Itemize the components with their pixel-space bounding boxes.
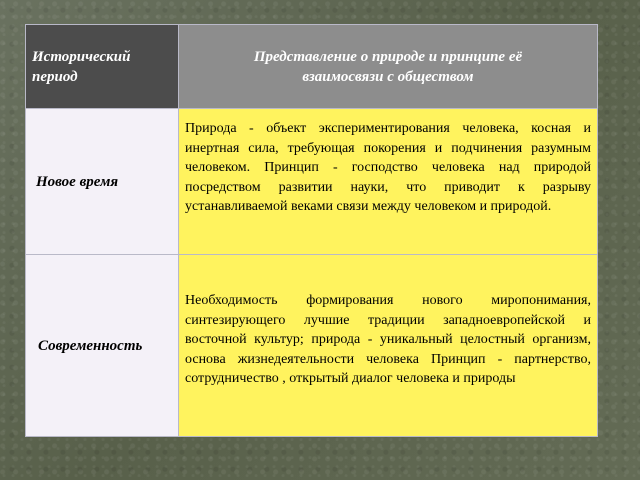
description-cell xyxy=(179,255,598,437)
header-representation-label: Представление о природе и принципе её взаимосвязи с обществом xyxy=(253,49,523,85)
header-period-label: Исторический период xyxy=(32,49,131,85)
period-label: Новое время xyxy=(36,173,119,190)
description-text: Природа - объект экспериментирования человека, косная и инертная сила, требующая покорения и подчинения разумным человеком. Принцип - господство человека над природой посредством развитии науки, что приводит к разрыву устанавливаемой веками связи между человеком и природой. xyxy=(185,121,591,214)
description-text: Необходимость формирования нового миропонимания, синтезирующего лучшие традиции западноевропейской и восточной культур; природа - уникальный целостный организм, основа жизнедеятельности человека Принцип - партнерство, сотрудничество , открытый диалог человека и природы xyxy=(185,293,591,386)
header-cell-representation xyxy=(179,25,598,109)
description-cell xyxy=(179,109,598,255)
comparison-table xyxy=(25,24,598,437)
table-row xyxy=(26,109,598,255)
header-cell-period xyxy=(26,25,179,109)
table-header-row xyxy=(26,25,598,109)
period-cell xyxy=(26,255,179,437)
period-cell xyxy=(26,109,179,255)
period-label: Современность xyxy=(38,337,143,354)
table-row xyxy=(26,255,598,437)
